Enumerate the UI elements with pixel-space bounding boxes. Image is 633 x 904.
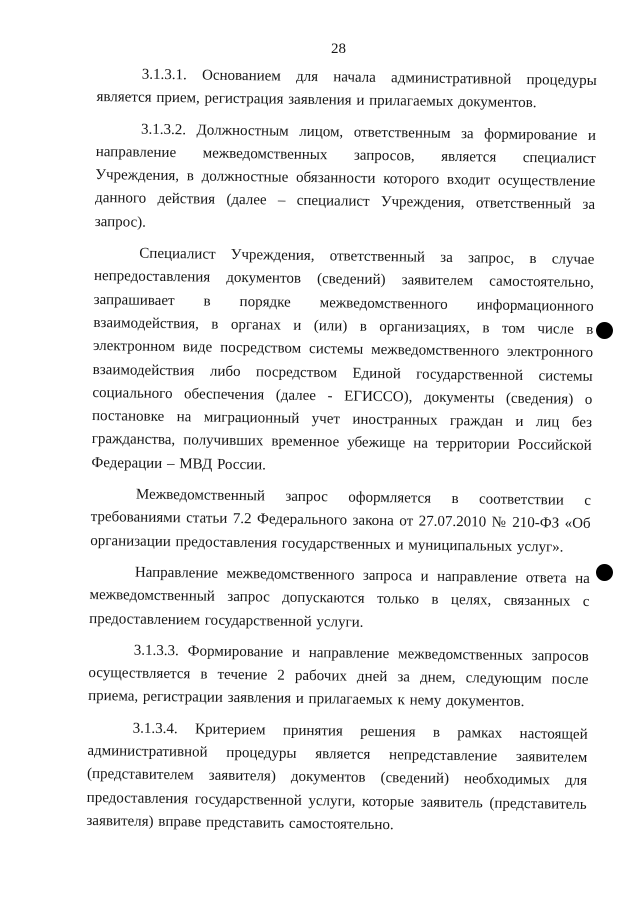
paragraph-3-1-3-1: 3.1.3.1. Основанием для начала административной процедуры является прием, регистрация заявления и прилагаемых документов. (96, 66, 597, 112)
paragraph-specialist-request: Специалист Учреждения, ответственный за запрос, в случае непредоставления документов (сведений) заявителем самостоятельно, запрашивает в порядке межведомственного информационного взаимодействия, в органах и (или) в организациях, в том числе в электронном виде посредством системы межведомственного электронного взаимодействия либо посредством Единой государственной системы социального обеспечения (далее - ЕГИССО), документы (сведения) о постановке на миграционный учет иностранных граждан и лиц без гражданства, получивших временное убежище на территории Российской Федерации – МВД России. (91, 245, 595, 474)
paragraph-3-1-3-2: 3.1.3.2. Должностным лицом, ответственным за формирование и направление межведомственных запросов, является специалист Учреждения, в должностные обязанности которого входит осуществление данного действия (далее – специалист Учреждения, ответственный за запрос). (94, 121, 597, 231)
document-body (86, 63, 597, 848)
paragraph-request-purpose: Направление межведомственного запроса и направление ответа на межведомственный запрос допускаются только в целях, связанных с предоставлением государственной услуги. (89, 564, 590, 631)
paragraph-interagency-request-format: Межведомственный запрос оформляется в соответствии с требованиями статьи 7.2 Федерального закона от 27.07.2010 № 210-ФЗ «Об организации предоставления государственных и муниципальных услуг». (90, 486, 592, 556)
paragraph-3-1-3-3: 3.1.3.3. Формирование и направление межведомственных запросов осуществляется в течение 2 рабочих дней за днем, следующим после приема, регистрации заявления и прилагаемых к нему документов. (88, 642, 589, 711)
binder-hole-mark (596, 564, 613, 581)
page-number: 28 (331, 41, 346, 57)
paragraph-3-1-3-4: 3.1.3.4. Критерием принятия решения в рамках настоящей административной процедуры является непредставление заявителем (представителем заявителя) документов (сведений) необходимых для предоставления государственной услуги, которые заявитель (представитель заявителя) вправе представить самостоятельно. (86, 720, 588, 834)
binder-hole-mark (596, 322, 613, 339)
